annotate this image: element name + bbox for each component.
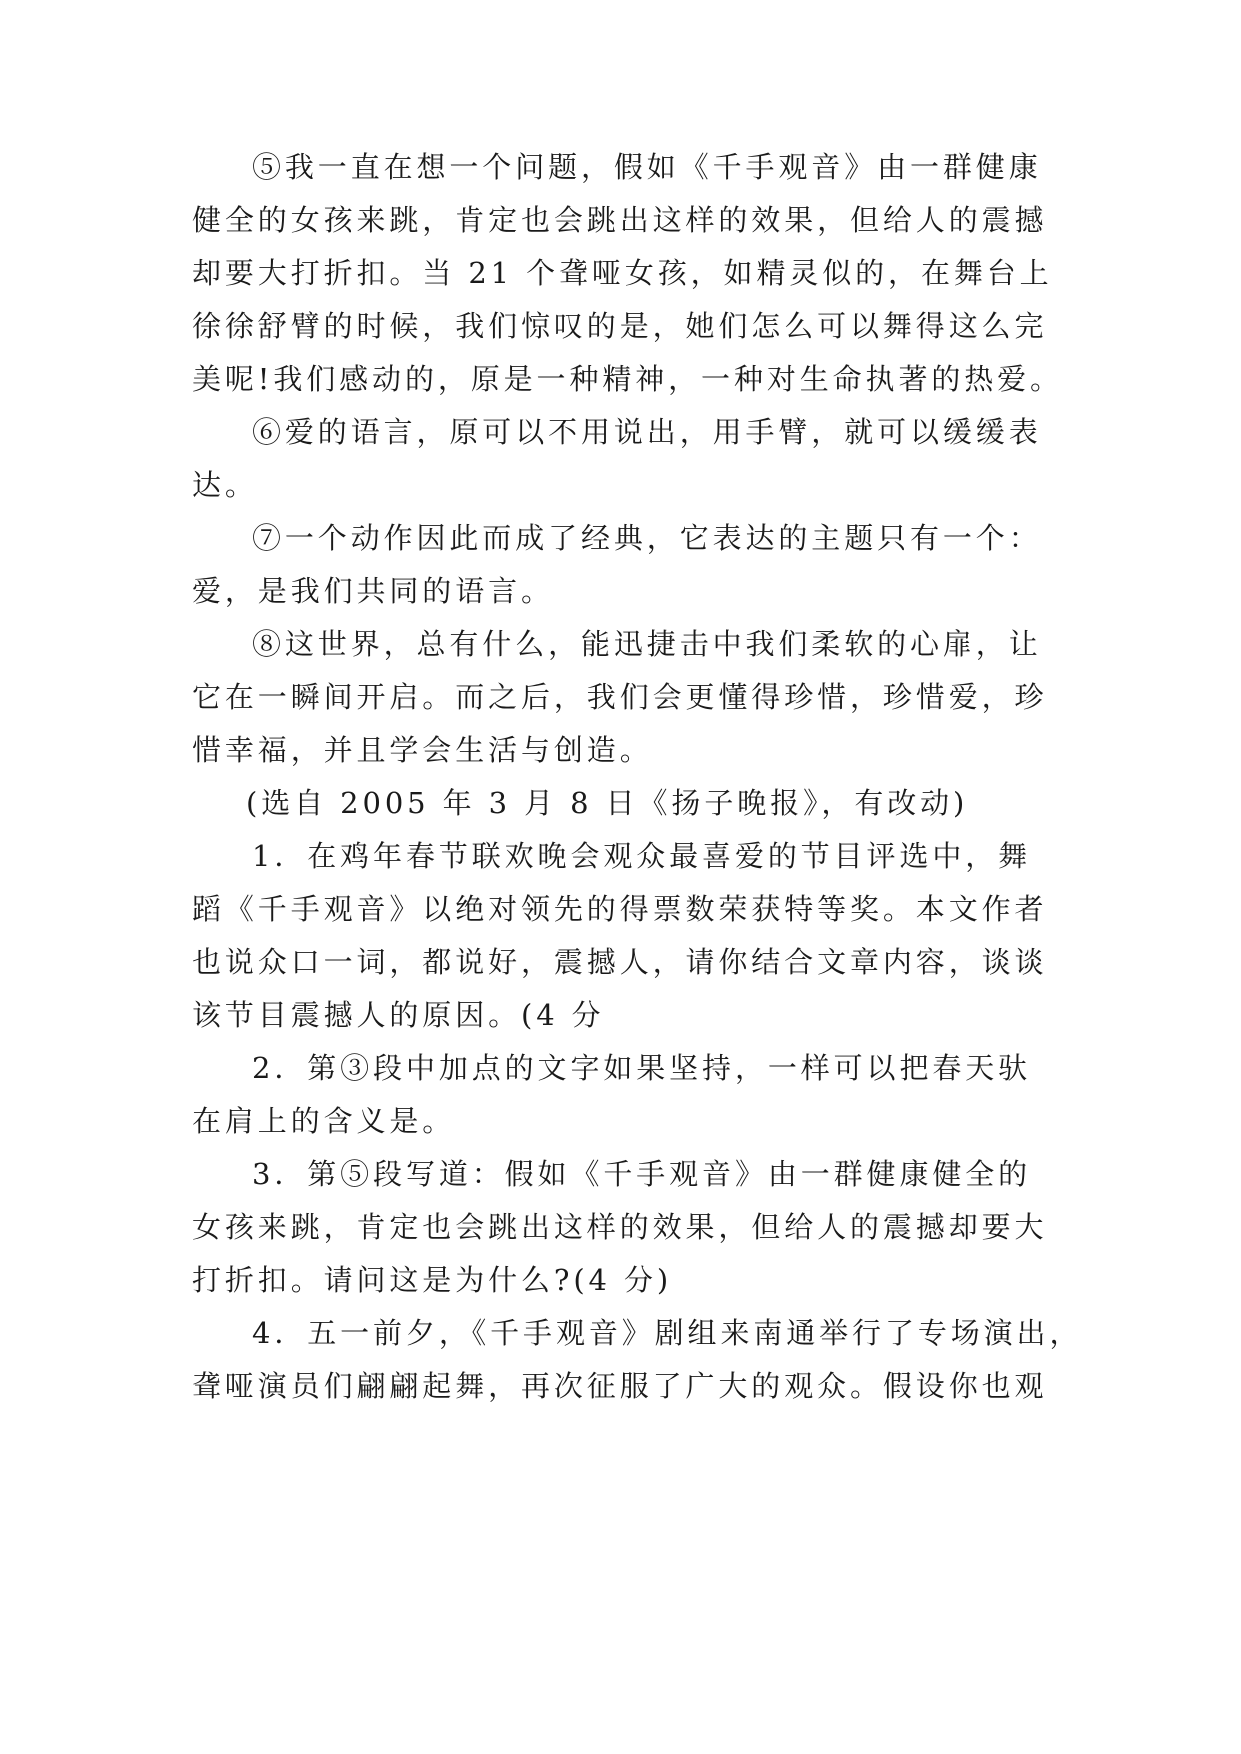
question-1-line-2: 蹈《千手观音》以绝对领先的得票数荣获特等奖。本文作者 (192, 892, 1048, 926)
paragraph-5-line-2: 健全的女孩来跳，肯定也会跳出这样的效果，但给人的震撼 (192, 203, 1048, 237)
question-4-line-1: 4．五一前夕，《千手观音》剧组来南通举行了专场演出， (252, 1316, 1083, 1350)
question-3-line-3: 打折扣。请问这是为什么?(4 分) (192, 1263, 673, 1297)
paragraph-5-line-5: 美呢!我们感动的，原是一种精神，一种对生命执著的热爱。 (192, 362, 1063, 396)
paragraph-6-line-1: ⑥爱的语言，原可以不用说出，用手臂，就可以缓缓表 (252, 415, 1042, 449)
paragraph-5-line-1: ⑤我一直在想一个问题，假如《千手观音》由一群健康 (252, 150, 1042, 184)
paragraph-8-line-2: 它在一瞬间开启。而之后，我们会更懂得珍惜，珍惜爱，珍 (192, 680, 1048, 714)
paragraph-7-line-1: ⑦一个动作因此而成了经典，它表达的主题只有一个： (252, 521, 1042, 555)
question-1-line-4: 该节目震撼人的原因。(4 分 (192, 998, 605, 1032)
question-2-line-1: 2．第③段中加点的文字如果坚持，一样可以把春天驮 (252, 1051, 1032, 1085)
question-4-line-2: 聋哑演员们翩翩起舞，再次征服了广大的观众。假设你也观 (192, 1369, 1048, 1403)
paragraph-5-line-4: 徐徐舒臂的时候，我们惊叹的是，她们怎么可以舞得这么完 (192, 309, 1048, 343)
paragraph-8-line-1: ⑧这世界，总有什么，能迅捷击中我们柔软的心扉，让 (252, 627, 1042, 661)
question-3-line-2: 女孩来跳，肯定也会跳出这样的效果，但给人的震撼却要大 (192, 1210, 1048, 1244)
paragraph-6-line-2: 达。 (192, 468, 258, 502)
question-2-line-2: 在肩上的含义是。 (192, 1104, 456, 1138)
paragraph-8-line-3: 惜幸福，并且学会生活与创造。 (192, 733, 653, 767)
question-1-line-3: 也说众口一词，都说好，震撼人，请你结合文章内容，谈谈 (192, 945, 1048, 979)
question-1-line-1: 1．在鸡年春节联欢晚会观众最喜爱的节目评选中，舞 (252, 839, 1032, 873)
paragraph-5-line-3: 却要大打折扣。当 21 个聋哑女孩，如精灵似的，在舞台上 (192, 256, 1053, 290)
paragraph-7-line-2: 爱，是我们共同的语言。 (192, 574, 554, 608)
question-3-line-1: 3．第⑤段写道：假如《千手观音》由一群健康健全的 (252, 1157, 1032, 1191)
source-citation: (选自 2005 年 3 月 8 日《扬子晚报》，有改动) (246, 786, 969, 820)
